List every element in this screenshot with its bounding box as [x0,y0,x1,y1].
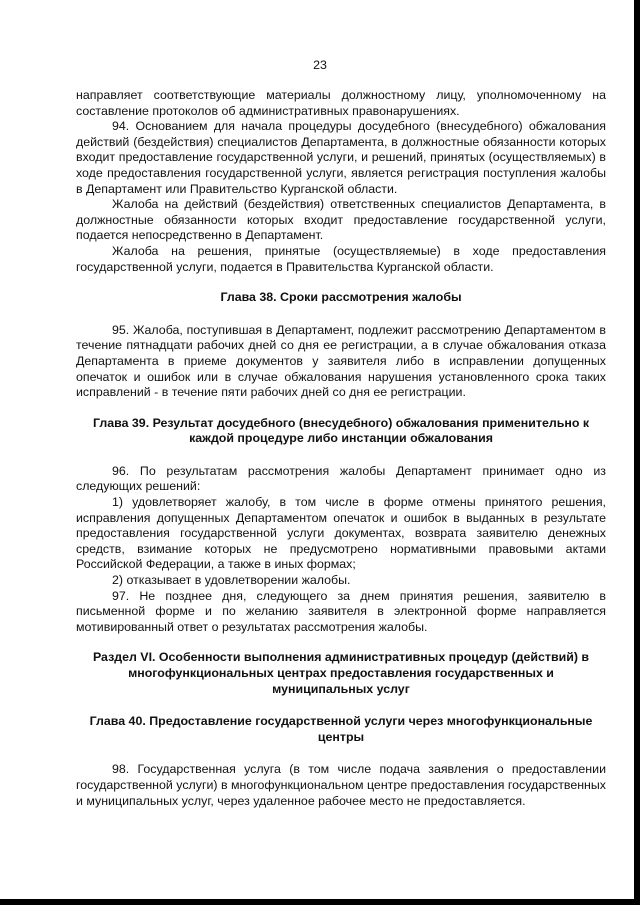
heading-chapter-40: Глава 40. Предоставление государственной услуги через многофункциональные центры [89,714,593,744]
paragraph-95: 95. Жалоба, поступившая в Департамент, подлежит рассмотрению Департаментом в течение пятнадцати рабочих дней со дня ее регистрации, а в случае обжалования отказа Департамента в приеме документов у заявителя либо в исправлении допущенных опечаток и ошибок или в случае обжалования нарушения установленного срока таких исправлений - в течение пяти рабочих дней со дня ее регистрации. [76,322,606,400]
paragraph-96-item-1: 1) удовлетворяет жалобу, в том числе в форме отмены принятого решения, исправления допущенных Департаментом опечаток и ошибок в выданных в результате предоставления государственной услуги документах, возврата заявителю денежных средств, взимание которых не предусмотрено нормативными правовыми актами Российской Федерации, а также в иных формах; [76,495,606,572]
paragraph-complaint-actions: Жалоба на действий (бездействия) ответственных специалистов Департамента, в должностные обязанности которых входит предоставление государственной услуги, подается непосредственно в Департамент. [76,197,606,243]
paragraph-94: 94. Основанием для начала процедуры досудебного (внесудебного) обжалования действий (бездействия) специалистов Департамента, в должностные обязанности которых входит предоставление государственной услуги, и решений, принятых (осуществляемых) в ходе предоставления государственной услуги, является регистрация поступления жалобы в Департамент или Правительство Курганской области. [76,119,606,196]
paragraph-96: 96. По результатам рассмотрения жалобы Департамент принимает одно из следующих решений: [76,463,606,494]
paragraph-complaint-decisions: Жалоба на решения, принятые (осуществляемые) в ходе предоставления государственной услуги, подается в Правительства Курганской области. [76,243,606,274]
document-body [76,88,606,809]
heading-chapter-38: Глава 38. Сроки рассмотрения жалобы [220,290,462,305]
paragraph-97: 97. Не позднее дня, следующего за днем принятия решения, заявителю в письменной форме и по желанию заявителя в электронной форме направляется мотивированный ответ о результатах рассмотрения жалобы. [76,588,606,634]
paragraph-continuation: направляет соответствующие материалы должностному лицу, уполномоченному на составление протоколов об административных правонарушениях. [76,88,606,118]
paragraph-96-item-2: 2) отказывает в удовлетворении жалобы. [112,573,351,588]
page-number: 23 [313,58,327,72]
heading-chapter-39: Глава 39. Результат досудебного (внесудебного) обжалования применительно к каждой процедуре либо инстанции обжалования [92,415,590,446]
paragraph-98: 98. Государственная услуга (в том числе подача заявления о предоставлении государственной услуги) в многофункциональном центре предоставления государственных и муниципальных услуг, через удаленное рабочее место не предоставляется. [76,762,606,808]
heading-section-6: Раздел VI. Особенности выполнения административных процедур (действий) в многофункциональных центрах предоставления государственных и муниципальных услуг [92,650,590,696]
